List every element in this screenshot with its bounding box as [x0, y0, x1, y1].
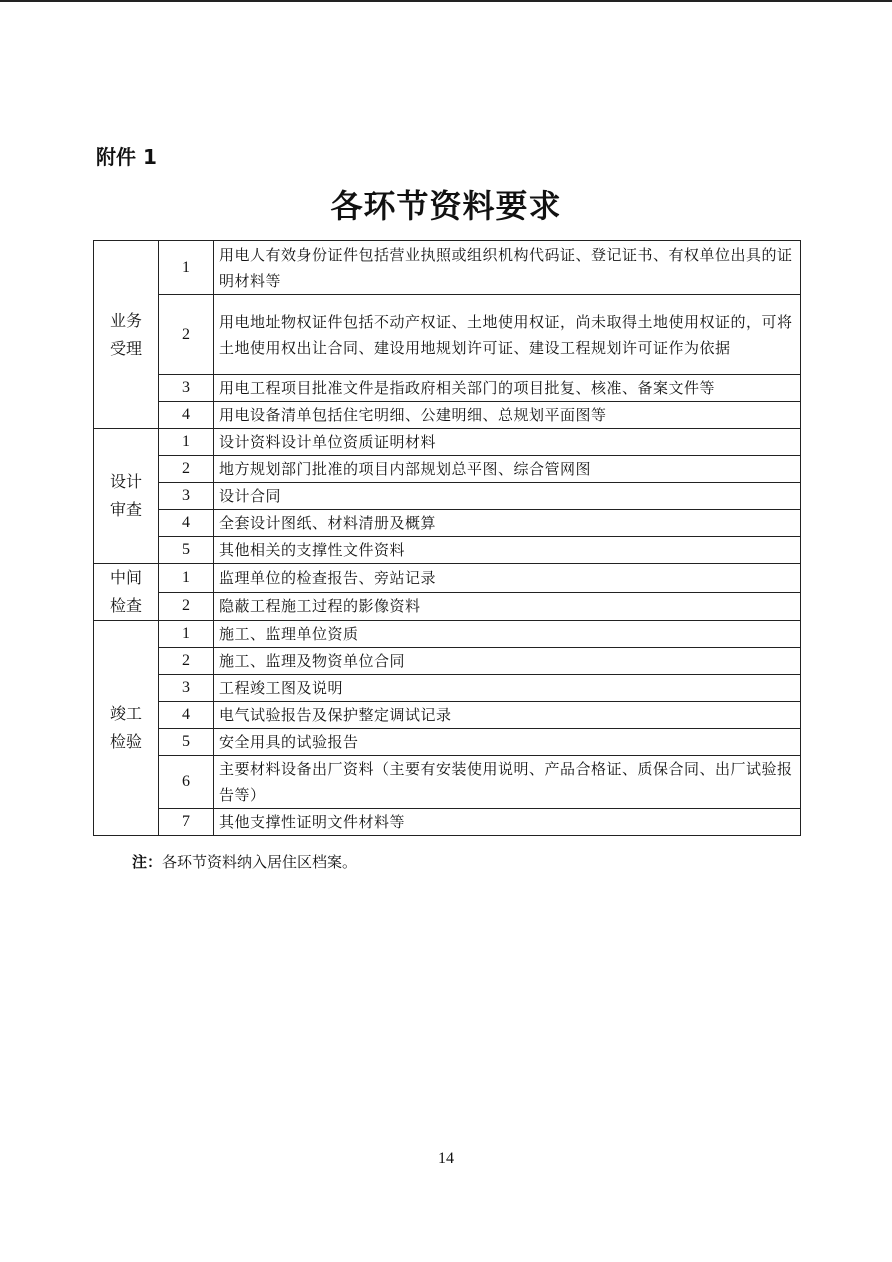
- table-row: [94, 483, 801, 510]
- stage-label: 业务: [109, 310, 142, 330]
- item-number: 2: [159, 648, 214, 675]
- stage-label: 检查: [109, 596, 142, 615]
- table-row: [94, 241, 801, 295]
- table-row: [94, 537, 801, 564]
- item-number: 2: [159, 456, 214, 483]
- item-text: 施工、监理及物资单位合同: [214, 648, 801, 675]
- stage-label: 审查: [109, 500, 142, 519]
- table-row: [94, 295, 801, 375]
- item-number: 1: [159, 564, 214, 593]
- item-text: 工程竣工图及说明: [214, 675, 801, 702]
- table-row: [94, 592, 801, 621]
- table-row: [94, 429, 801, 456]
- document-title: 各环节资料要求: [330, 187, 562, 225]
- item-text: 设计资料设计单位资质证明材料: [214, 429, 801, 456]
- item-number: 4: [159, 510, 214, 537]
- table-row: [94, 621, 801, 648]
- stage-cell: [94, 241, 159, 429]
- stage-cell: [94, 429, 159, 564]
- item-number: 1: [159, 621, 214, 648]
- item-number: 6: [159, 756, 214, 809]
- item-number: 4: [159, 702, 214, 729]
- item-text: 设计合同: [214, 483, 801, 510]
- item-number: 3: [159, 375, 214, 402]
- stage-label: 中间: [109, 568, 142, 587]
- item-text: 用电地址物权证件包括不动产权证、土地使用权证，尚未取得土地使用权证的，可将土地使用权出让合同、建设用地规划许可证、建设工程规划许可证作为依据: [214, 295, 801, 375]
- table-row: [94, 756, 801, 809]
- footnote: [132, 851, 357, 872]
- stage-cell: [94, 621, 159, 836]
- requirements-table: [93, 240, 801, 836]
- attachment-label: 附件 1: [96, 145, 157, 169]
- item-number: 4: [159, 402, 214, 429]
- page-number: 14: [438, 1150, 454, 1167]
- item-number: 3: [159, 483, 214, 510]
- item-text: 监理单位的检查报告、旁站记录: [214, 564, 801, 593]
- note-label: 注：: [132, 853, 163, 871]
- stage-label: 竣工: [109, 704, 142, 723]
- table-row: [94, 402, 801, 429]
- item-text: 用电人有效身份证件包括营业执照或组织机构代码证、登记证书、有权单位出具的证明材料等: [214, 241, 801, 295]
- stage-label: 设计: [109, 472, 142, 491]
- item-text: 地方规划部门批准的项目内部规划总平图、综合管网图: [214, 456, 801, 483]
- item-number: 7: [159, 809, 214, 836]
- item-number: 5: [159, 729, 214, 756]
- table-row: [94, 809, 801, 836]
- stage-label: 检验: [109, 732, 142, 751]
- top-border-line: [0, 0, 892, 2]
- table-row: [94, 564, 801, 593]
- table-row: [94, 456, 801, 483]
- table-row: [94, 702, 801, 729]
- table-row: [94, 648, 801, 675]
- item-text: 其他相关的支撑性文件资料: [214, 537, 801, 564]
- stage-cell: [94, 564, 159, 621]
- item-text: 主要材料设备出厂资料（主要有安装使用说明、产品合格证、质保合同、出厂试验报告等）: [214, 756, 801, 809]
- table-row: [94, 729, 801, 756]
- item-text: 安全用具的试验报告: [214, 729, 801, 756]
- item-text: 其他支撑性证明文件材料等: [214, 809, 801, 836]
- item-text: 全套设计图纸、材料清册及概算: [214, 510, 801, 537]
- table-row: [94, 375, 801, 402]
- note-text: 各环节资料纳入居住区档案。: [162, 853, 358, 871]
- item-text: 用电设备清单包括住宅明细、公建明细、总规划平面图等: [214, 402, 801, 429]
- item-number: 3: [159, 675, 214, 702]
- item-number: 1: [159, 429, 214, 456]
- table-row: [94, 510, 801, 537]
- item-text: 用电工程项目批准文件是指政府相关部门的项目批复、核准、备案文件等: [214, 375, 801, 402]
- item-text: 电气试验报告及保护整定调试记录: [214, 702, 801, 729]
- item-text: 施工、监理单位资质: [214, 621, 801, 648]
- item-number: 1: [159, 241, 214, 295]
- stage-label: 受理: [109, 338, 142, 358]
- item-number: 2: [159, 295, 214, 375]
- item-number: 2: [159, 592, 214, 621]
- item-number: 5: [159, 537, 214, 564]
- item-text: 隐蔽工程施工过程的影像资料: [214, 592, 801, 621]
- table-row: [94, 675, 801, 702]
